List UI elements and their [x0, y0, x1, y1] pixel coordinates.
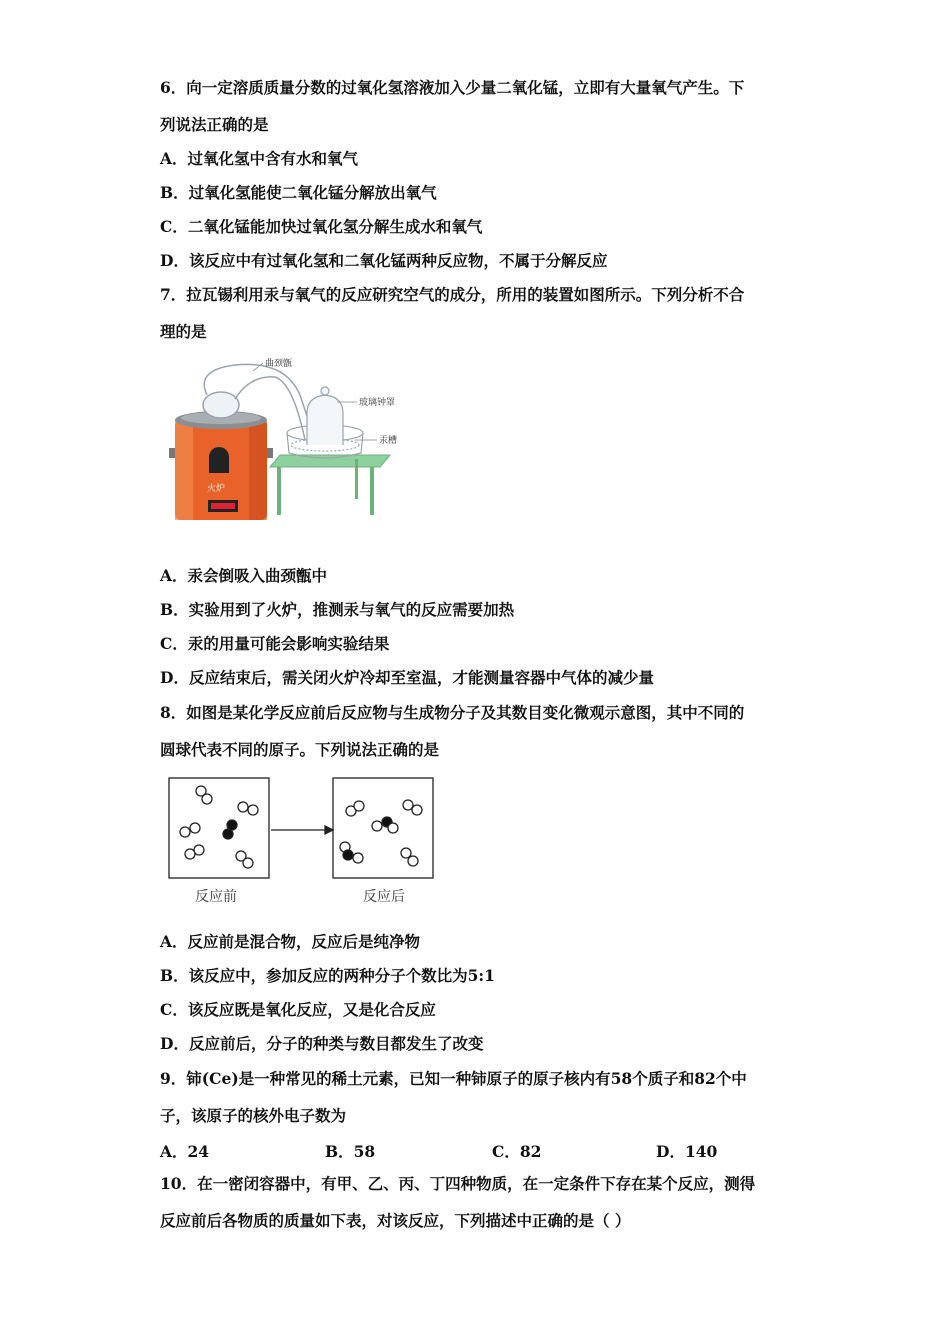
label-furnace: 火炉 — [207, 484, 226, 494]
q6-option-d: D．该反应中有过氧化氢和二氧化锰两种反应物，不属于分解反应 — [160, 251, 608, 270]
q9-stem-line1: 9．铈(Ce)是一种常见的稀土元素，已知一种铈原子的原子核内有58个质子和82个中 — [160, 1069, 747, 1088]
lavoisier-apparatus-figure — [165, 355, 415, 530]
label-retort: 曲颈甑 — [265, 359, 293, 369]
q6-option-a: A．过氧化氢中含有水和氧气 — [160, 149, 359, 168]
q6-stem-line1: 6．向一定溶质质量分数的过氧化氢溶液加入少量二氧化锰，立即有大量氧气产生。下 — [160, 78, 745, 97]
table — [270, 455, 390, 515]
q8-option-b: B．该反应中，参加反应的两种分子个数比为5:1 — [160, 966, 495, 985]
furnace — [169, 411, 273, 520]
q8-option-d: D．反应前后，分子的种类与数目都发生了改变 — [160, 1034, 484, 1053]
q10-stem-line2: 反应前后各物质的质量如下表，对该反应，下列描述中正确的是（ ） — [160, 1211, 631, 1230]
label-bell-jar: 玻璃钟罩 — [359, 398, 396, 408]
q9-option-c: C．82 — [492, 1142, 542, 1161]
label-before: 反应前 — [195, 889, 237, 905]
q9-options-row — [160, 1140, 760, 1160]
q8-option-a: A．反应前是混合物，反应后是纯净物 — [160, 932, 421, 951]
q7-option-b: B．实验用到了火炉，推测汞与氧气的反应需要加热 — [160, 600, 515, 619]
q9-option-b: B．58 — [325, 1142, 376, 1161]
q7-option-c: C．汞的用量可能会影响实验结果 — [160, 634, 390, 653]
q8-stem-line2: 圆球代表不同的原子。下列说法正确的是 — [160, 740, 440, 759]
q7-stem-line1: 7．拉瓦锡利用汞与氧气的反应研究空气的成分，所用的装置如图所示。下列分析不合 — [160, 285, 745, 304]
label-mercury-trough: 汞槽 — [379, 436, 398, 446]
label-after: 反应后 — [363, 889, 405, 905]
molecule-diagram — [165, 775, 445, 910]
q6-option-c: C．二氧化锰能加快过氧化氢分解生成水和氧气 — [160, 217, 483, 236]
q6-option-b: B．过氧化氢能使二氧化锰分解放出氧气 — [160, 183, 437, 202]
q7-stem-line2: 理的是 — [160, 322, 207, 341]
q10-stem-line1: 10．在一密闭容器中，有甲、乙、丙、丁四种物质，在一定条件下存在某个反应，测得 — [160, 1174, 756, 1193]
q8-stem-line1: 8．如图是某化学反应前后反应物与生成物分子及其数目变化微观示意图，其中不同的 — [160, 703, 745, 722]
q7-option-d: D．反应结束后，需关闭火炉冷却至室温，才能测量容器中气体的减少量 — [160, 668, 654, 687]
q9-stem-line2: 子，该原子的核外电子数为 — [160, 1106, 347, 1125]
q8-option-c: C．该反应既是氧化反应，又是化合反应 — [160, 1000, 436, 1019]
q7-option-a: A．汞会倒吸入曲颈甑中 — [160, 566, 328, 585]
q9-option-a: A．24 — [160, 1142, 210, 1161]
bell-jar — [307, 387, 343, 445]
q9-option-d: D．140 — [656, 1142, 718, 1161]
q6-stem-line2: 列说法正确的是 — [160, 115, 269, 134]
